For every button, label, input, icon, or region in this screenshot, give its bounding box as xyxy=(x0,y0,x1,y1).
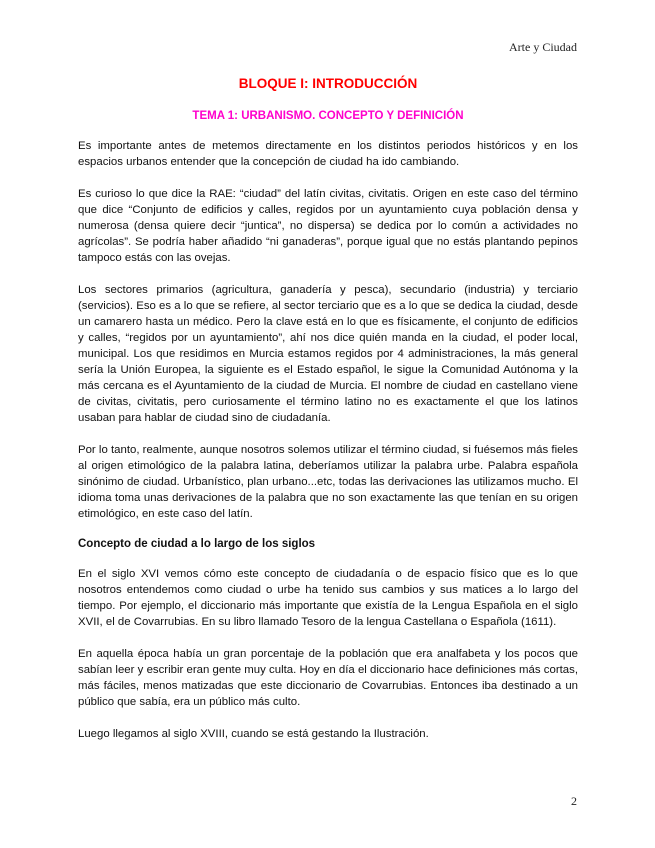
topic-title: TEMA 1: URBANISMO. CONCEPTO Y DEFINICIÓN xyxy=(192,110,464,122)
paragraph-rae-definition: Es curioso lo que dice la RAE: “ciudad” del latín civitas, civitatis. Origen en este caso del término que dice “Conjunto de edificios y calles, regidos por un ayuntamiento cuya población densa y numerosa (densa quiere decir “juntica”, no dispersa) se dedica por lo común a actividades no agrícolas”. Se podría haber añadido “ni ganaderas”, porque igual que no estás plantando pepinos tampoco estás con las ovejas. xyxy=(78,188,578,264)
section-heading: Concepto de ciudad a lo largo de los siglos xyxy=(78,538,316,550)
paragraph-xvi-century: En el siglo XVI vemos cómo este concepto de ciudadanía o de espacio físico que es lo que nosotros entendemos como ciudad o urbe ha tenido sus cambios y sus matices a lo largo del tiempo. Por ejemplo, el diccionario más importante que existía de la Lengua Española en el siglo XVII, el de Covarrubias. En su libro llamado Tesoro de la lengua Castellana o Española (1611). xyxy=(78,568,578,628)
paragraph-literacy: En aquella época había un gran porcentaje de la población que era analfabeta y los pocos que sabían leer y escribir eran gente muy culta. Hoy en día el diccionario hace definiciones más cortas, más fáciles, menos matizadas que este diccionario de Covarrubias. Entonces iba destinado a un público que sabía, era un público más culto. xyxy=(78,648,578,708)
running-header: Arte y Ciudad xyxy=(509,40,577,54)
paragraph-etymology: Por lo tanto, realmente, aunque nosotros solemos utilizar el término ciudad, si fuésemos más fieles al origen etimológico de la palabra latina, deberíamos utilizar la palabra urbe. Palabra española sinónimo de ciudad. Urbanístico, plan urbano...etc, todas las derivaciones las utilizamos mucho. El idioma toma unas derivaciones de la palabra que no son exactamente las que tenían en su origen etimológico, en este caso del latín. xyxy=(78,444,578,520)
paragraph-xviii-century: Luego llegamos al siglo XVIII, cuando se está gestando la Ilustración. xyxy=(78,728,429,740)
document-body xyxy=(78,76,578,758)
paragraph-intro: Es importante antes de metemos directamente en los distintos periodos históricos y en los espacios urbanos entender que la concepción de ciudad ha ido cambiando. xyxy=(78,140,578,168)
page-number: 2 xyxy=(571,794,577,808)
block-title: BLOQUE I: INTRODUCCIÓN xyxy=(238,76,418,91)
paragraph-sectors: Los sectores primarios (agricultura, ganadería y pesca), secundario (industria) y terciario (servicios). Eso es a lo que se refiere, al sector terciario que es a lo que se dedica la ciudad, desde un camarero hasta un médico. Pero la clave está en lo que es físicamente, el conjunto de edificios y calles, “regidos por un ayuntamiento”, ahí nos dice quién manda en la ciudad, el poder local, municipal. Los que residimos en Murcia estamos regidos por 4 administraciones, la más general sería la Unión Europea, la siguiente es el Estado español, le sigue la Comunidad Autónoma y la más cercana es el Ayuntamiento de la ciudad de Murcia. El nombre de ciudad en castellano viene de civitas, civitatis, pero curiosamente el término latino no es exactamente el que los latinos usaban para hablar de ciudad sino de ciudadanía. xyxy=(78,284,578,424)
